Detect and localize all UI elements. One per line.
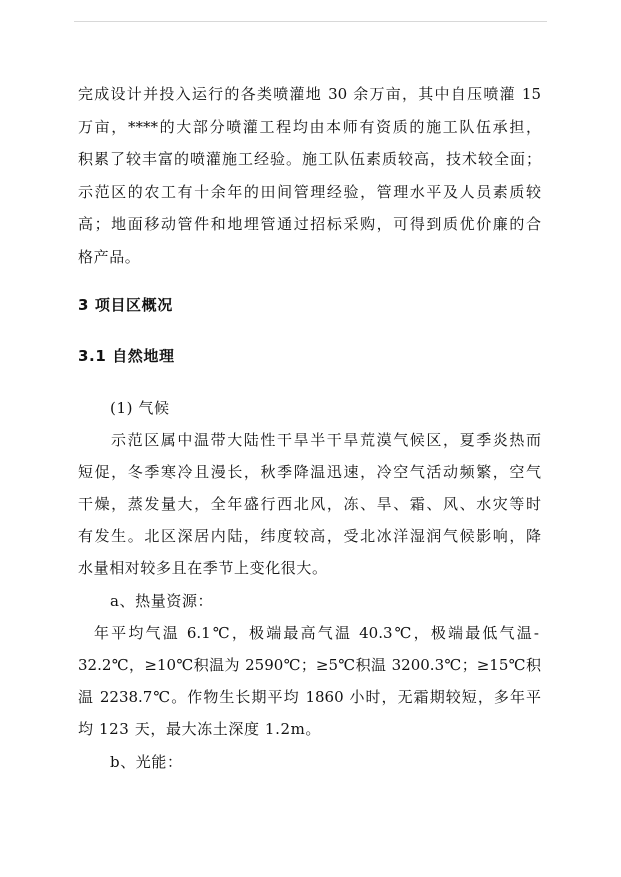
heat-line: 32.2℃，≥10℃积温为 2590℃；≥5℃积温 3200.3℃；≥15℃积 xyxy=(78,656,541,674)
paragraph-line: 示范区的农工有十余年的田间管理经验，管理水平及人员素质较 xyxy=(78,183,541,201)
paragraph-line: 高；地面移动管件和地埋管通过招标采购，可得到质优价廉的合 xyxy=(78,215,541,233)
climate-line: 干燥，蒸发量大，全年盛行西北风，冻、旱、霜、风、水灾等时 xyxy=(78,495,541,513)
heat-line: 均 123 天，最大冻土深度 1.2m。 xyxy=(78,720,322,738)
paragraph-line: 完成设计并投入运行的各类喷灌地 30 余万亩，其中自压喷灌 15 xyxy=(78,85,541,103)
header-rule xyxy=(74,21,547,22)
heat-label: a、热量资源： xyxy=(110,592,214,610)
climate-line: 水量相对较多且在季节上变化很大。 xyxy=(78,559,328,577)
paragraph-line: 格产品。 xyxy=(78,248,141,266)
climate-line: 短促，冬季寒冷且漫长，秋季降温迅速，冷空气活动频繁，空气 xyxy=(78,463,541,481)
climate-line: 有发生。北区深居内陆，纬度较高，受北冰洋湿润气候影响，降 xyxy=(78,527,541,545)
paragraph-line: 万亩，****的大部分喷灌工程均由本师有资质的施工队伍承担， xyxy=(78,118,541,136)
heat-line: 年平均气温 6.1℃，极端最高气温 40.3℃，极端最低气温- xyxy=(94,624,539,642)
light-label: b、光能： xyxy=(110,753,183,771)
climate-label: (1) 气候 xyxy=(110,399,170,417)
heat-line: 温 2238.7℃。作物生长期平均 1860 小时，无霜期较短，多年平 xyxy=(78,688,541,706)
climate-line: 示范区属中温带大陆性干旱半干旱荒漠气候区，夏季炎热而 xyxy=(111,431,541,449)
section-heading: 3 项目区概况 xyxy=(78,296,173,314)
paragraph-line: 积累了较丰富的喷灌施工经验。施工队伍素质较高，技术较全面； xyxy=(78,150,541,168)
subsection-heading: 3.1 自然地理 xyxy=(78,347,175,365)
